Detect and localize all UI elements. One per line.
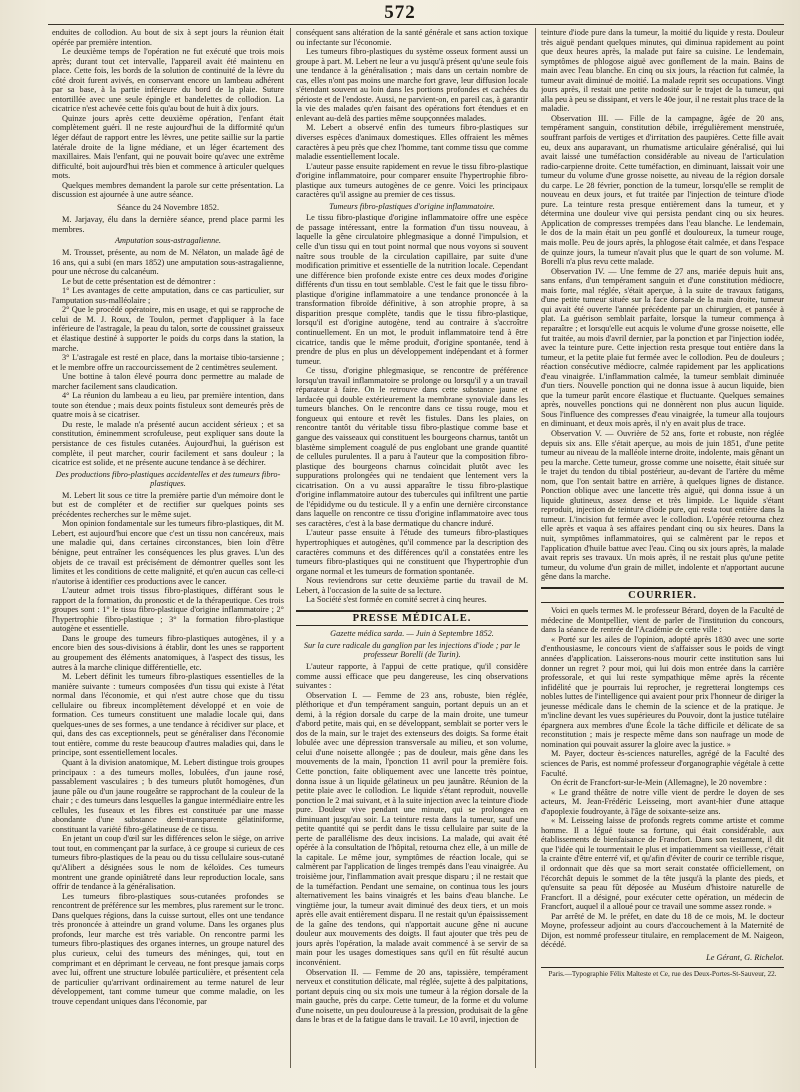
column-separator-right: [535, 28, 536, 1068]
paragraph: Le but de cette présentation est de démontrer :: [62, 276, 216, 286]
paragraph: M. Payer, docteur ès-sciences naturelles, agrégé de la Faculté des sciences de Paris, est nommé professeur d'organographie végétale à cette Faculté.: [541, 749, 784, 778]
paragraph: M. Lebert a observé enfin des tumeurs fibro-plastiques sur diverses espèces d'animaux domestiques. Elles offraient les mêmes caractères à peu près que chez l'homme, tant comme tissu que comme maladie essentiellement locale.: [296, 123, 528, 162]
section-heading: PRESSE MÉDICALE.: [296, 610, 528, 627]
paragraph: Quelques membres demandent la parole sur cette présentation. La discussion est ajournée à une autre séance.: [52, 180, 284, 200]
paragraph: teinture d'iode pure dans la tumeur, la moitié du liquide y resta. Douleur très aiguë pendant quelques minutes, qui diminua rapidement au point que deux heures après, la malade put faire sa cuisine. Le lendemain, symptômes de phlogose aiguë avec gonflement de la main. Bains de main avec l'eau blanche. En cinq ou six jours, la réaction fut calmée, la tumeur avait diminué de moitié. La malade reprit ses occupations. Vingt jours après, il restait une petite nodosité sur le trajet de la tumeur, qui alla peu à peu se dissipant, et vers le 40e jour, il ne restait plus trace de la maladie.: [541, 28, 784, 114]
paragraph: 2° Que le procédé opératoire, mis en usage, et qui se rapproche de celui de M. J. Roux, de Toulon, permet d'appliquer à la face inférieure de l'astragale, la peau du talon, sorte de coussinet graisseux et élastique destiné à supporter le poids du corps dans la station, la marche.: [52, 305, 284, 353]
subheading: Sur la cure radicale du ganglion par les injections d'iode ; par le professeur Borelli (de Turin).: [303, 640, 521, 660]
subheading: Des productions fibro-plastiques accidentelles et des tumeurs fibro-plastiques.: [55, 469, 281, 489]
column-right: [541, 28, 784, 1068]
subheading: Tumeurs fibro-plastiques d'origine inflammatoire.: [329, 201, 495, 211]
paragraph: 4° La réunion du lambeau a eu lieu, par première intention, dans toute son étendue ; mais deux points fistuleux sont demeurés près de quatre mois à se cicatriser.: [52, 391, 284, 420]
paragraph: conséquent sans altération de la santé générale et sans action toxique ou infectante sur l'économie.: [296, 28, 528, 47]
paragraph: Les tumeurs fibro-plastiques sous-cutanées profondes se rencontrent de préférence sur les membres, plus rarement sur le tronc. Dans quelques régions, dans la cuisse surtout, elles ont une tendance très prononcée à atteindre un grand volume. Dans les organes plus profonds, leur marche est très variable. On rencontre parmi les tumeurs fibro-plastiques des organes internes, un groupe naturel des plus curieux, celui des tumeurs des méninges, qui, tout en comprimant et en déprimant le cerveau, ne font presque jamais corps avec lui, offrent une structure lobulée particulière, et présentent cela de particulier qu'arrivant ordinairement au terme naturel de leur développement, tant comme tumeur que comme maladie, on les trouve cependant uniques dans l'économie, par: [52, 891, 284, 1006]
paragraph: L'auteur passe ensuite à l'étude des tumeurs fibro-plastiques hypertrophiques et autogènes, qu'il commence par la description des caractères communs et des différences qu'il a constatées entre les tumeurs fibro-plastiques qui ne constituent que l'hypertrophie d'un organe normal et les tumeurs de formation spontanée.: [296, 528, 528, 576]
section-heading: COURRIER.: [541, 587, 784, 604]
paragraph: M. Trousset, présente, au nom de M. Nélaton, un malade âgé de 16 ans, qui a subi (en mars 1852) une amputation sous-astragalienne, pour une nécrose du calcanéum.: [52, 248, 284, 277]
paragraph: Quinze jours après cette deuxième opération, l'enfant était complètement guéri. Il ne reste aujourd'hui de la difformité qu'un léger défaut de rapport entre les lèvres, une petite saillie sur la partie latérale droite de la ligne médiane, et un léger écartement des maxillaires. Mais l'enfant, qui ne pouvait boire qu'avec une extrême difficulté, boit aujourd'hui très bien et commence à articuler quelques mots.: [52, 113, 284, 181]
paragraph: Du reste, le malade n'a présenté aucun accident sérieux ; et sa constitution, éminemment scrofuleuse, peut expliquer sans doute la persistance de ces fistules cutanées. Aujourd'hui, la guérison est complète, il peut marcher, courir facilement et sans douleur ; la cicatrice est solide, et ne présente aucune tendance à se déchirer.: [52, 419, 284, 468]
paragraph: Observation IV. — Une femme de 27 ans, mariée depuis huit ans, sans enfans, d'un tempérament sanguin et d'une constitution médiocre, mais forte, mal réglée, s'était aperçue, à la suite de travaux fatigans, d'une petite tumeur située sur la face dorsale de la main droite, tumeur qui avait été ouverte l'année précédente par un chirurgien, et pansée à plat. La guérison semblait parfaite, lorsque la tumeur commença à reparaître ; et lorsqu'elle eut acquis le volume d'une grosse noisette, elle fut traitée, au mois d'avril dernier, par la ponction et par l'injection iodée, avec la teinture pure. Cette injection resta presque tout entière dans la tumeur, et la petite plaie fut fermée avec le collodion. Peu de douleurs ; réaction consécutive médiocre, calmée rapidement par les applications d'eau vinaigrée. L'inflammation calmée, la tumeur semblait diminuée d'un tiers. Nouvelle ponction qui ne donna issue à aucun liquide, bien que la tumeur parût encore élastique et fluctuante. Quelques semaines après, nouvelles ponctions qui ne donnèrent non plus aucun liquide. Sous l'influence des compresses d'eau vinaigrée, la tumeur alla toujours en diminuant, et deux mois après, il n'y en avait plus de trace.: [541, 266, 784, 429]
column-left: [52, 28, 284, 1068]
paragraph: Dans le groupe des tumeurs fibro-plastiques autogènes, il y a encore bien des sous-divisions à établir, dont les unes se rapportent au groupement des éléments anatomiques, à l'aspect des tissus, les autres à la marche clinique différentielle, etc.: [52, 633, 284, 672]
column-middle: [296, 28, 528, 1068]
paragraph: « Le grand théâtre de notre ville vient de perdre le doyen de ses acteurs, M. Jean-Frédéric Leisseing, mort avant-hier d'une attaque d'apoplexie foudroyante, à l'âge de soixante-seize ans.: [541, 787, 784, 816]
paragraph: enduites de collodion. Au bout de six à sept jours la réunion était opérée par première intention.: [52, 28, 284, 47]
paragraph: Observation II. — Femme de 20 ans, tapissière, tempérament nerveux et constitution délicate, mal réglée, sujette à des palpitations, portant depuis cinq ou six mois une tumeur à la région dorsale de la main gauche, près du carpe. Cette tumeur, de la forme et du volume d'une noisette, un peu douloureuse à la pression, produisait de la gêne dans le bras et de la fatigue dans le travail. Le 10 avril, injection de: [296, 967, 528, 1025]
subheading: Amputation sous-astragalienne.: [114, 236, 221, 246]
paragraph: Une bottine à talon élevé pourra donc permettre au malade de marcher facilement sans claudication.: [52, 372, 284, 391]
paragraph: On écrit de Francfort-sur-le-Mein (Allemagne), le 20 novembre :: [551, 778, 767, 788]
signature-line: Le Gérant, G. Richelot.: [706, 952, 784, 962]
paragraph: M. Lebert définit les tumeurs fibro-plastiques essentielles de la manière suivante : tumeurs composées d'un tissu qui existe à l'état normal dans l'économie, et qui n'est autre chose que du tissu cellulaire ou fibreux incomplètement développé et en voie de formation. Ces tumeurs constituent une maladie locale qui, dans quelques-unes de ses formes, a une tendance à récidiver sur place, et qui, dans des cas exceptionnels, peut se généraliser dans l'économie tout entière, comme du reste beaucoup d'autres maladies qui, dans le principe, sont essentiellement locales.: [52, 672, 284, 758]
paragraph: Le deuxième temps de l'opération ne fut exécuté que trois mois après; durant tout cet intervalle, l'appareil avait été maintenu en place. Cette fois, les bords de la solution de continuité de la lèvre du côté droit furent avivés, en conservant encore un lambeau adhérent par sa base, à la partie inférieure du bord de la plaie. Suture entortillée avec une seule épingle et bandelettes de collodion. La cicatrice n'est achevée cette fois qu'au bout de huit à dix jours.: [52, 47, 284, 114]
paragraph: La Société s'est formée en comité secret à cinq heures.: [306, 595, 487, 605]
paragraph: « Porté sur les ailes de l'opinion, adopté après 1830 avec une sorte d'enthousiasme, le concours vient de s'affaisser sous le poids de vingt années d'application. Laisserons-nous mourir cette institution sans lui donner un regret ? pour moi, qui lui dois mon entrée dans la carrière professorale, et qui lui reste sympathique même après la récente infidélité que je pourrais lui reprocher, je regretterai longtemps ces nobles luttes de l'intelligence qui avaient pour prix l'honneur de diriger la jeunesse médicale dans le chemin de la science et de la pratique. Je m'incline devant les vues supérieures du Pouvoir, dont la justice tutélaire épargnera aux membres d'une École la tâche difficile et délicate de sa reconstitution ; mais je respecte même dans son naufrage un mode de nomination qui pouvait assurer la gloire avec la justice. »: [541, 634, 784, 749]
page-number: 572: [384, 2, 416, 23]
paragraph: M. Jarjavay, élu dans la dernière séance, prend place parmi les membres.: [52, 215, 284, 234]
paragraph: Les tumeurs fibro-plastiques du système osseux forment aussi un groupe à part. M. Lebert ne leur a vu jusqu'à présent qu'une seule fois une tendance à la généralisation ; mais dans un certain nombre de cas, elles n'ont pas moins une marche fort grave, leur diffusion locale s'étendant souvent au loin dans les portions profondes et cachées du périoste et de l'endoste. Aussi, ne parvient-on, en pareil cas, à garantir la vie des malades qu'en faisant des opérations fort étendues et en enlevant au-delà des parties même soupçonnées malades.: [296, 47, 528, 123]
paragraph: Quant à la division anatomique, M. Lebert distingue trois groupes principaux : a des tumeurs molles, lobulées, d'un jaune rosé, passablement vasculaires ; b des tumeurs plutôt homogènes, d'un jaune pâle ou d'un jaune rougeâtre se rapprochant de la couleur de la chair ; c des tumeurs dans lesquelles la gangue intermédiaire entre les cellules, les fuseaux et les fibres est constituée par une masse abondante d'une substance demi-transparente gélatiniforme, constituant la variété fibro-gélatineuse de ce tissu.: [52, 758, 284, 834]
paragraph: 3° L'astragale est resté en place, dans la mortaise tibio-tarsienne ; et le membre offre un raccourcissement de 2 centimètres seulement.: [52, 353, 284, 372]
session-heading: Séance du 24 Novembre 1852.: [116, 202, 220, 212]
paragraph: Le tissu fibro-plastique d'origine inflammatoire offre une espèce de passage intéressant, entre la formation d'un tissu nouveau, à laquelle la gêne circulatoire phlegmasique a donné l'impulsion, et celle d'un tissu qui en tout point normal que nous voyons si souvent naître sous trouble de la circulation capillaire, par suite d'une modification primitive et essentielle de la nutrition locale. Cependant une différence bien profonde existe entre ces deux modes d'origine différents d'un tissu en tout semblable. C'est le fait que le tissu fibro-plastique d'origine inflammatoire a une tendance prononcée à la transformation fibroïde définitive, à son atrophie propre, à sa disparition presque complète, tandis que le tissu fibro-plastique, lorsqu'il est d'origine autogène, tend au contraire à s'accroître continuellement. En un mot, le produit inflammatoire tend à être cicatrice, tandis que le même produit, d'origine spontanée, tend à prendre de plus en plus un développement indépendant et à former tumeur.: [296, 213, 528, 366]
paragraph: Observation I. — Femme de 23 ans, robuste, bien réglée, pléthorique et d'un tempérament sanguin, portant depuis un an et demi, à la région dorsale du carpe de la main droite, une tumeur d'abord petite, mais qui, en se développant, semblait se porter vers le dos de la main, sur le trajet des extenseurs des doigts. Sa forme était lobulée avec une dépression transversale au milieu, et son volume, celui d'une noisette allongée ; pas de douleur, mais gêne dans les mouvements de la main, l'ponction 11 avril pour la première fois. Cette ponction, faite obliquement avec une lancette très pointue, donna issue à un liquide gélatineux un peu jaunâtre. Réunion de la petite plaie avec le collodion. Le liquide s'étant reproduit, nouvelle ponction le 2 mai suivant, et à la suite injection avec la teinture d'iode pure. Douleur vive pendant une minute, qui se prolongea en diminuant jusqu'au soir. La teinture resta dans la tumeur, sauf une petite quantité qui se perdit dans le tissu cellulaire par suite de la perte de parallélisme des deux incisions. La malade, qui avait été opérée à la consultation de l'hôpital, retourna chez elle, à un mille de la capitale. Le même jour, symptômes de réaction locale, qui se calmèrent par l'application de linges trempés dans l'eau vinaigrée. Au troisième jour, l'inflammation avait presque disparu ; il ne restait que de la tuméfaction. Pendant une semaine, on continua tous les jours alternativement les bains vinaigrés et les bains d'eau blanche. Le vingtième jour, la tumeur avait diminué des deux tiers, et un mois après elle avait entièrement disparu. Il ne restait qu'un épaississement de la gaîne des tendons, qui n'apportait aucune gêne ni aucune douleur aux mouvements des doigts. Il faut ajouter que très peu de jours après l'opération, la malade avait commencé à se servir de sa main pour les usages domestiques sans qu'il en fût résulté aucun inconvénient.: [296, 690, 528, 967]
paragraph: 1° Les avantages de cette amputation, dans ce cas particulier, sur l'amputation sus-malléolaire ;: [52, 286, 284, 305]
header-rule: [48, 24, 784, 25]
paragraph: En jetant un coup d'œil sur les différences selon le siège, on arrive tout tout, en commençant par la surface, à ce groupe si curieux de ces tumeurs fibro-plastiques de la peau ou du tissu cellulaire sous-cutané qu'Alibert a désignées sous le nom de kéloïdes. Ces tumeurs montrent une grande opiniâtreté dans leur reproduction locale, sans offrir de tendance à la généralisation.: [52, 834, 284, 892]
subheading: Gazette médica sarda. — Juin à Septembre 1852.: [330, 629, 494, 639]
paragraph: L'auteur admet trois tissus fibro-plastiques, différant sous le rapport de la formation, du pronostic et de la thérapeutique. Ces trois groupes sont : 1° le tissu fibro-plastique d'origine inflammatoire ; 2° l'hypertrophie fibro-plastique ; 3° la formation fibro-plastique autogène et essentielle.: [52, 586, 284, 634]
paragraph: Ce tissu, d'origine phlegmasique, se rencontre de préférence lorsqu'un travail inflammatoire se prolonge ou lorsqu'il y a un travail réparateur à faire. On le retrouve dans cette substance jaune et lardacée qui double extérieurement la membrane synoviale dans les tumeurs blanches. On le rencontre dans ce tissu rouge, mou et fongueux qui entoure et revêt les fistules. Dans les plaies, on rencontre tantôt du véritable tissu fibro-plastique comme base et gangue des vaisseaux qui constituent les bourgeons charnus, tantôt un blastème simplement coagulé de pus englobant une grande quantité de cellules purulentes. Il a paru à l'auteur que la composition fibro-plastique des bourgeons charnus coïncidait plutôt avec les suppurations prolongées qui ne tendaient que lentement vers la cicatrisation. On a vu aussi apparaître le tissu fibro-plastique d'origine inflammatoire autour des tubercules qui infiltrent une partie de l'épididyme ou du testicule. Il y a enfin une dernière circonstance dans laquelle on rencontre ce tissu d'origine inflammatoire avec tous ses caractères, c'est à la base dermatique du chancre induré.: [296, 366, 528, 528]
paragraph: Nous reviendrons sur cette deuxième partie du travail de M. Lebert, à l'occasion de la suite de sa lecture.: [296, 576, 528, 595]
paragraph: M. Lebert lit sous ce titre la première partie d'un mémoire dont le but est de compléter et de rectifier sur quelques points ses précédentes recherches sur le même sujet.: [52, 490, 284, 519]
paragraph: « M. Leisseing laisse de profonds regrets comme artiste et comme homme. Il a légué toute sa fortune, qui était considérable, aux établissements de bienfaisance de Francfort. Dans son testament, il dit que l'idée qui le tourmentait le plus et impatiemment sa vieillesse, c'était la crainte d'être enterré vif, et qu'afin d'éviter de courir ce terrible risque, il ordonnait que dès que sa mort serait constatée officiellement, on l'écorchât depuis le sommet de la tête jusqu'à la plante des pieds, et qu'ensuite sa peau fût déposée au Muséum d'histoire naturelle de Francfort. Il a désigné, pour exécuter cette opération, un médecin de Francfort, auquel il a alloué pour ce travail une somme assez ronde. »: [541, 816, 784, 912]
paragraph: L'auteur passe ensuite rapidement en revue le tissu fibro-plastique d'origine inflammatoire, pour comparer ensuite l'hypertrophie fibro-plastique aux tumeurs autogènes de ce genre. Voici les principaux caractères qu'il assigne au premier de ces tissus.: [296, 161, 528, 200]
paragraph: Voici en quels termes M. le professeur Bérard, doyen de la Faculté de médecine de Montpellier, vient de parler de l'institution du concours, dans la séance de rentrée de l'Académie de cette ville :: [541, 606, 784, 635]
paragraph: Observation V. — Ouvrière de 52 ans, forte et robuste, non réglée depuis six ans. Elle s'était aperçue, au mois de juin 1851, d'une petite tumeur au niveau de la malléole interne droite, indolente, mais gênant un peu la marche. Cette tumeur, grosse comme une noisette, était située sur le trajet du tendon du tibial postérieur, au-devant de l'artère du même nom, que l'on sentait battre en arrière, à quelques lignes de distance. Ponction oblique avec une lancette très aiguë, qui donna issue à un liquide glutineux, assez dense et très limpide. Le liquide s'étant reproduit, injection de teinture d'iode pure, qui resta tout entière dans la tumeur. L'incision fut fermée avec le collodion. L'opérée retourna chez elle après et vaqua à ses affaires pendant cinq ou six heures. Dans la nuit, symptômes inflammatoires, qui se calmèrent par le repos et l'application d'huile battue avec l'eau. Cinq ou six jours après, la malade avait repris ses travaux. Un mois après, il ne restait plus qu'une petite tumeur, du volume d'un grain de millet, indolente et n'apportant aucune gêne dans la marche.: [541, 428, 784, 582]
column-separator-left: [290, 28, 291, 1068]
paragraph: Observation III. — Fille de la campagne, âgée de 20 ans, tempérament sanguin, constitution débile, irrégulièrement menstruée, souffrant parfois de vertiges et d'irritation des paupières. Cette fille avait eu, deux ans auparavant, un rhumatisme articulaire généralisé, qui lui avait laissé une tuméfaction considérable au niveau de l'articulation radio-carpienne droite. Cette tuméfaction, en diminuant, laissait voir une tumeur du volume d'une grosse noisette, au niveau de la région dorsale du carpe. Le 28 février, ponction de la tumeur, lorsqu'elle se remplit de nouveau en deux jours, et fut traitée par l'injection de teinture d'iode pure. La teinture resta presque entièrement dans la tumeur, et y détermina une douleur vive qui persista pendant cinq ou six heures. Application de compresses trempées dans l'eau blanche. Le lendemain, le dos de la main était un peu gonflé et douloureux, la tumeur rouge, mais molle. Peu de jours après, la phlogose était calmée, et dans l'espace de quinze jours, la tumeur n'avait plus que le quart de son volume. M. Borelli n'a plus revu cette malade.: [541, 113, 784, 267]
paragraph: Mon opinion fondamentale sur les tumeurs fibro-plastiques, dit M. Lebert, est aujourd'hui encore que c'est un tissu non cancéreux, mais une maladie qui, dans certaines circonstances, bien loin d'être bénigne, peut entraîner les conséquences les plus graves. L'un des objets de ce travail est précisément de démontrer quelles sont les limites et les conditions de cette malignité, et qu'en aucun cas celle-ci n'autorise à identifier ces productions avec le cancer.: [52, 519, 284, 586]
printer-imprint: Paris.—Typographie Félix Malteste et Ce, rue des Deux-Portes-St-Sauveur, 22.: [541, 967, 784, 980]
paragraph: L'auteur rapporte, à l'appui de cette pratique, qu'il considère comme aussi efficace que peu dangereuse, les cinq observations suivantes :: [296, 662, 528, 691]
paragraph: Par arrêté de M. le préfet, en date du 18 de ce mois, M. le docteur Moyne, professeur adjoint au cours d'accouchement à la Maternité de Dijon, est nommé professeur titulaire, en remplacement de M. Naigeon, décédé.: [541, 911, 784, 950]
